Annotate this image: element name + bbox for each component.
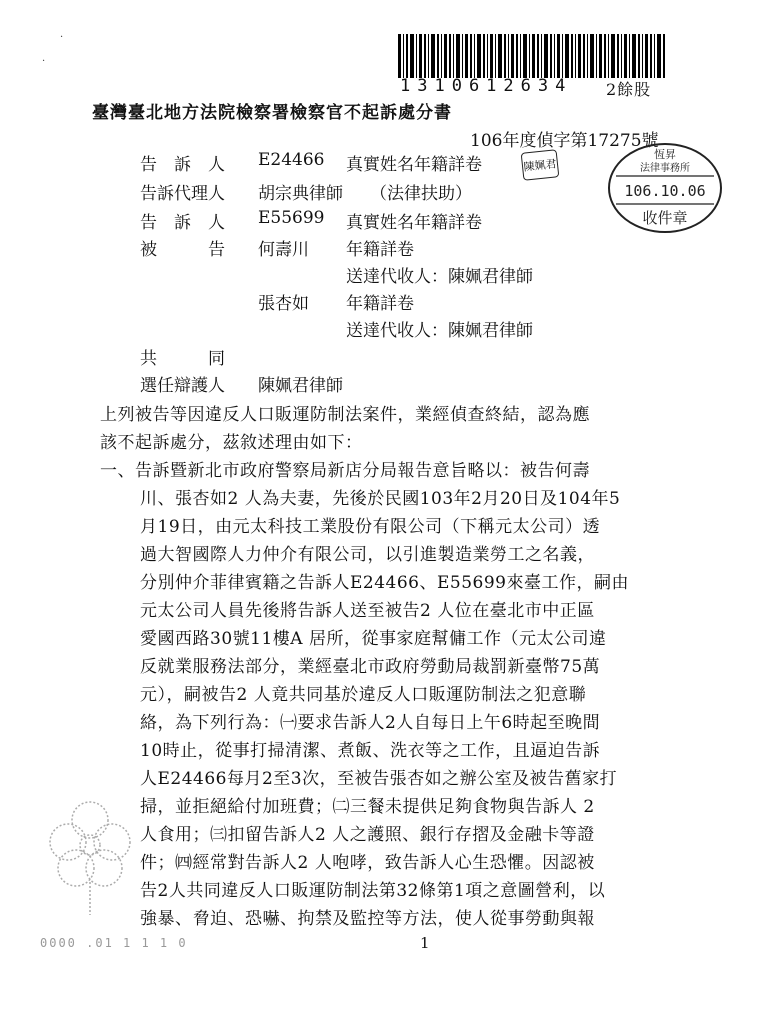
party-desc: 送達代收人：陳姵君律師 xyxy=(346,321,533,341)
party-role: 選任辯護人 xyxy=(140,376,225,396)
received-date-stamp xyxy=(606,140,724,236)
stamp-firm-name: 法律事務所 xyxy=(640,163,690,174)
body-line: 愛國西路30號11樓A 居所，從事家庭幫傭工作（元太公司違 xyxy=(140,629,607,649)
party-role: 告 訴 人 xyxy=(140,155,225,175)
party-role: 告訴代理人 xyxy=(140,184,225,204)
party-name: E24466 xyxy=(258,150,325,170)
scan-speck: · xyxy=(42,56,46,67)
body-line: 一、告訴暨新北市政府警察局新店分局報告意旨略以：被告何壽 xyxy=(100,461,590,481)
party-desc: （法律扶助） xyxy=(370,184,472,204)
party-desc: 年籍詳卷 xyxy=(346,240,414,260)
party-name: 陳姵君律師 xyxy=(258,376,343,396)
stamp-received: 收件章 xyxy=(642,209,688,227)
stamp-firm-top: 恆昇 xyxy=(654,148,676,161)
document-title: 臺灣臺北地方法院檢察署檢察官不起訴處分書 xyxy=(92,103,452,123)
scan-mark: 0000 .01 1 1 1 0 xyxy=(40,936,188,950)
body-line: 元太公司人員先後將告訴人送至被告2 人位在臺北市中正區 xyxy=(140,601,595,621)
body-line: 告2人共同違反人口販運防制法第32條第1項之意圖營利，以 xyxy=(140,881,606,901)
body-line: 件；㈣經常對告訴人2 人咆哮，致告訴人心生恐懼。因認被 xyxy=(140,853,595,873)
body-line: 過大智國際人力仲介有限公司，以引進製造業勞工之名義， xyxy=(140,545,595,565)
body-line: 絡，為下列行為：㈠要求告訴人2人自每日上午6時起至晚間 xyxy=(140,713,601,733)
party-desc: 送達代收人：陳姵君律師 xyxy=(346,267,533,287)
barcode-number: 1310612634 xyxy=(400,76,573,96)
party-name: 張杏如 xyxy=(258,294,309,314)
body-line: 人食用；㈢扣留告訴人2 人之護照、銀行存摺及金融卡等證 xyxy=(140,825,595,845)
party-desc: 真實姓名年籍詳卷 xyxy=(346,213,482,233)
body-line: 分別仲介菲律賓籍之告訴人E24466、E55699來臺工作，嗣由 xyxy=(140,573,629,593)
party-name: 何壽川 xyxy=(258,240,309,260)
barcode-suffix: 2餘股 xyxy=(606,80,652,99)
party-name: 胡宗典律師 xyxy=(258,184,343,204)
party-role: 告 訴 人 xyxy=(140,213,225,233)
body-line: 強暴、脅迫、恐嚇、拘禁及監控等方法，使人從事勞動與報 xyxy=(140,909,595,929)
party-role: 共 同 xyxy=(140,349,225,369)
body-line: 人E24466每月2至3次，至被告張杏如之辦公室及被告舊家打 xyxy=(140,769,618,789)
stamp-date: 106.10.06 xyxy=(624,182,706,200)
party-desc: 真實姓名年籍詳卷 xyxy=(346,155,482,175)
party-role: 被 告 xyxy=(140,240,225,260)
body-line: 上列被告等因違反人口販運防制法案件，業經偵查終結，認為應 xyxy=(100,405,590,425)
party-name: E55699 xyxy=(258,208,325,228)
party-desc: 年籍詳卷 xyxy=(346,294,414,314)
body-line: 該不起訴處分，茲敘述理由如下： xyxy=(100,433,363,453)
body-line: 月19日，由元太科技工業股份有限公司（下稱元太公司）透 xyxy=(140,517,601,537)
flower-seal-watermark xyxy=(40,790,140,920)
body-line: 10時止，從事打掃清潔、煮飯、洗衣等之工作，且逼迫告訴 xyxy=(140,741,601,761)
body-line: 元），嗣被告2 人竟共同基於違反人口販運防制法之犯意聯 xyxy=(140,685,587,705)
body-line: 掃，並拒絕給付加班費；㈡三餐未提供足夠食物與告訴人 2 xyxy=(140,797,595,817)
barcode xyxy=(398,34,668,78)
scan-speck: · xyxy=(60,32,64,43)
case-number: 106年度偵字第17275號 xyxy=(470,131,659,151)
page-number: 1 xyxy=(420,934,430,952)
lawyer-seal-stamp: 陳姵君 xyxy=(521,149,560,181)
body-line: 川、張杏如2 人為夫妻，先後於民國103年2月20日及104年5 xyxy=(140,489,621,509)
body-line: 反就業服務法部分，業經臺北市政府勞動局裁罰新臺幣75萬 xyxy=(140,657,601,677)
